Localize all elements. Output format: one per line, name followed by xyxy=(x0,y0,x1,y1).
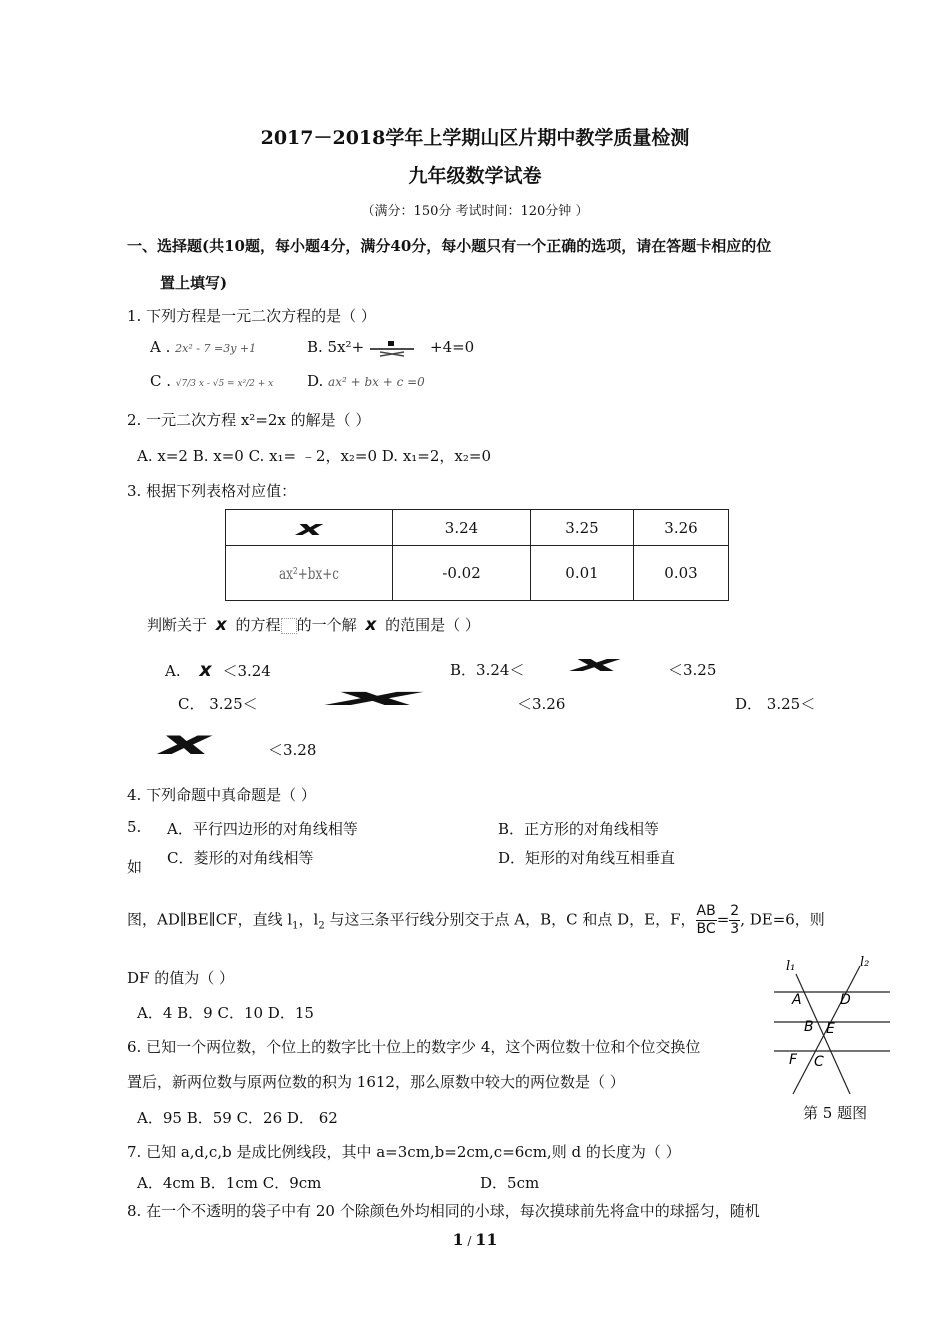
x-var: x xyxy=(160,723,211,763)
q1-b-fraction-image xyxy=(366,340,418,358)
q2-stem: 2. 一元二次方程 x²=2x 的解是（ ） xyxy=(127,411,371,429)
q5-ru: 如 xyxy=(127,858,143,876)
q1-c-label: C . xyxy=(150,372,172,390)
x-var: x xyxy=(296,515,322,540)
q4-option-d: D．矩形的对角线互相垂直 xyxy=(498,849,676,867)
q3-d-tail: ＜3.28 xyxy=(268,741,317,759)
q3-a-label: A. xyxy=(165,662,181,680)
exam-subtitle: 九年级数学试卷 xyxy=(408,165,542,187)
table-cell: 3.24 xyxy=(393,510,531,546)
table-cell: 0.03 xyxy=(634,546,729,601)
q1-b-label: B. 5x²+ xyxy=(307,338,365,356)
q1-option-a xyxy=(150,338,256,356)
x-var: x xyxy=(330,683,420,711)
q5-stem-a: 图，AD∥BE∥CF，直线 l xyxy=(127,910,293,929)
q5-line2: DF 的值为（ ） xyxy=(127,969,234,987)
page-number: 1 / 11 xyxy=(452,1230,498,1249)
q1-c-expr: √7/3 x - √5 = x²/2 + x xyxy=(175,379,274,389)
q4-option-c: C．菱形的对角线相等 xyxy=(167,849,314,867)
q3-stem: 3. 根据下列表格对应值： xyxy=(127,482,297,500)
q5-number: 5. xyxy=(127,818,142,836)
current-page: 1 xyxy=(452,1230,464,1249)
q1-a-expr: 2x² - 7 =3y +1 xyxy=(175,342,257,355)
q1-option-d xyxy=(307,372,425,390)
frac-den: BC xyxy=(696,921,716,937)
table-header-expr xyxy=(226,546,393,601)
q7-stem: 7. 已知 a,d,c,b 是成比例线段，其中 a=3cm,b=2cm,c=6cm,则 d 的长度为（ ） xyxy=(127,1143,681,1161)
q5-options: A．4 B．9 C．10 D．15 xyxy=(137,1004,314,1022)
x-var: x xyxy=(215,615,227,635)
q6-options: A．95 B．59 C．26 D． 62 xyxy=(137,1109,338,1127)
q1-option-c xyxy=(150,372,273,390)
q3-b-tail: ＜3.25 xyxy=(668,661,717,679)
frac-num: 2 xyxy=(730,903,740,919)
q3-judge-b: 的方程 xyxy=(235,616,281,634)
q6-line1: 6. 已知一个两位数，个位上的数字比十位上的数字少 4，这个两位数十位和个位交换位 xyxy=(127,1038,701,1056)
section-heading-cont: 置上填写) xyxy=(160,274,228,292)
score-time-info: （满分：150分 考试时间：120分钟 ） xyxy=(361,204,589,219)
fraction-2-3 xyxy=(729,903,740,938)
label-C: C xyxy=(814,1054,824,1070)
q5-stem-c: 与这三条平行线分别交于点 A，B，C 和点 D，E，F， xyxy=(324,910,696,929)
q3-judge-line xyxy=(147,614,480,635)
table-cell: 3.26 xyxy=(634,510,729,546)
total-pages: 11 xyxy=(475,1230,498,1249)
q3-judge-c: 的一个解 xyxy=(296,616,357,634)
q5-figure xyxy=(768,952,898,1097)
section-heading: 一、选择题(共10题，每小题4分，满分40分，每小题只有一个正确的选项，请在答题卡相应的位 xyxy=(127,237,772,255)
q5-sub2: 2 xyxy=(318,920,325,932)
exam-title: 2017－2018学年上学期山区片期中教学质量检测 xyxy=(260,127,690,149)
q4-option-a: A．平行四边形的对角线相等 xyxy=(167,820,358,838)
label-D: D xyxy=(840,992,851,1008)
q5-eq: = xyxy=(716,910,730,929)
q3-option-b: B．3.24＜ xyxy=(450,661,525,679)
label-F: F xyxy=(789,1052,798,1068)
q1-option-b xyxy=(307,338,364,356)
q3-value-table xyxy=(225,509,729,601)
table-cell: -0.02 xyxy=(393,546,531,601)
label-A: A xyxy=(792,992,802,1008)
q7-options-abc: A．4cm B．1cm C．9cm xyxy=(137,1174,322,1192)
q3-option-c: C． 3.25＜ xyxy=(178,695,258,713)
q5-stem xyxy=(127,903,825,938)
q1-stem: 1. 下列方程是一元二次方程的是（ ） xyxy=(127,307,376,325)
label-l1: l₁ xyxy=(786,959,796,974)
table-header-x xyxy=(226,510,393,546)
equation-image-placeholder xyxy=(281,618,297,634)
q4-option-b: B．正方形的对角线相等 xyxy=(498,820,660,838)
frac-num: AB xyxy=(696,903,716,919)
frac-den: 3 xyxy=(730,921,740,937)
q5-figure-caption: 第 5 题图 xyxy=(803,1104,868,1122)
q5-stem-b: ，l xyxy=(298,910,319,929)
x-var: x xyxy=(199,659,212,681)
q1-d-label: D. xyxy=(307,372,324,390)
x-var: x xyxy=(572,652,619,677)
x-var: x xyxy=(365,615,377,635)
q5-stem-d: , DE=6，则 xyxy=(740,910,825,929)
q3-option-a xyxy=(165,659,271,681)
quadratic-expr: ax²+bx+c xyxy=(278,563,339,583)
q1-b-tail: +4=0 xyxy=(430,338,475,356)
q3-option-d: D． 3.25＜ xyxy=(735,695,816,713)
q3-judge-a: 判断关于 xyxy=(147,616,208,634)
q3-a-tail: ＜3.24 xyxy=(222,662,271,680)
q5-sub1: 1 xyxy=(292,920,299,932)
q4-stem: 4. 下列命题中真命题是（ ） xyxy=(127,786,316,804)
q7-option-d: D．5cm xyxy=(480,1174,540,1192)
q6-line2: 置后，新两位数与原两位数的积为 1612，那么原数中较大的两位数是（ ） xyxy=(127,1073,625,1091)
q1-a-label: A . xyxy=(150,338,171,356)
table-cell: 0.01 xyxy=(531,546,634,601)
label-B: B xyxy=(804,1019,814,1035)
q2-options: A. x=2 B. x=0 C. x₁= ﹣2，x₂=0 D. x₁=2，x₂=0 xyxy=(137,447,491,465)
q3-c-tail: ＜3.26 xyxy=(517,695,566,713)
label-E: E xyxy=(826,1021,835,1037)
q1-d-expr: ax² + bx + c =0 xyxy=(328,375,425,389)
fraction-ab-bc xyxy=(696,903,717,938)
q8-line1: 8. 在一个不透明的袋子中有 20 个除颜色外均相同的小球，每次摸球前先将盒中的球摇匀，随机 xyxy=(127,1202,760,1220)
label-l2: l₂ xyxy=(860,955,870,970)
table-cell: 3.25 xyxy=(531,510,634,546)
q3-judge-d: 的范围是（ ） xyxy=(385,616,480,634)
